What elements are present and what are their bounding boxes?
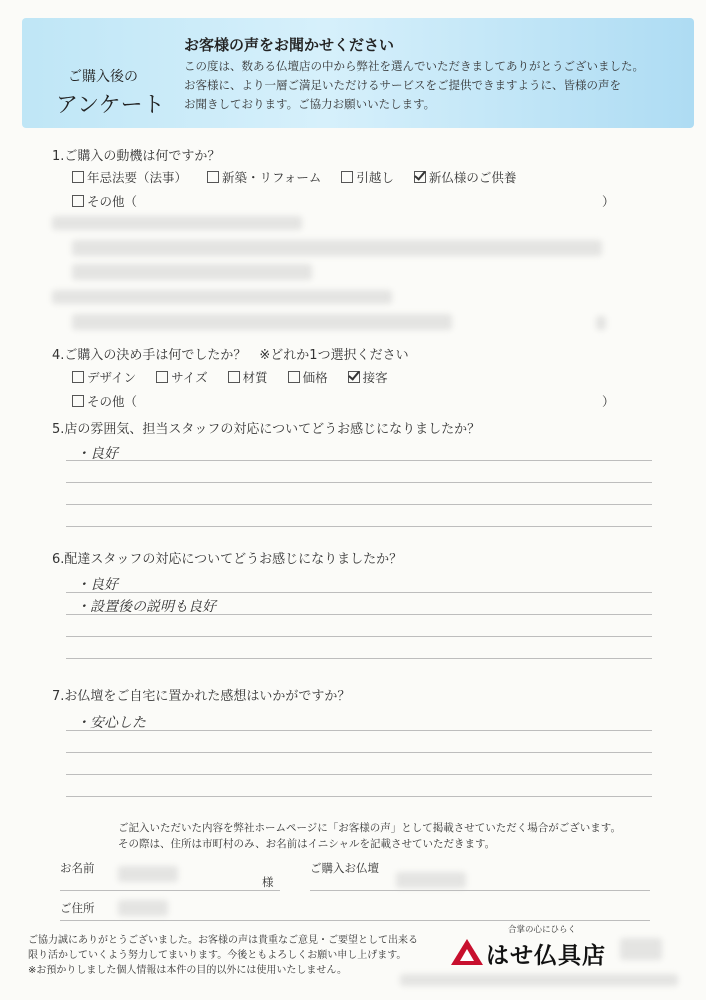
answer-line — [66, 504, 652, 505]
footer-text: ※お預かりしました個人情報は本件の目的以外には使用いたしません。 — [28, 965, 347, 976]
checkbox[interactable] — [288, 371, 300, 383]
banner-line: この度は、数ある仏壇店の中から弊社を選んでいただきましてありがとうございました。 — [184, 59, 644, 73]
question-7: 7.お仏壇をご自宅に置かれた感想はいかがですか？ — [52, 689, 351, 704]
redacted-text — [52, 216, 302, 230]
answer-line — [66, 636, 652, 637]
checkbox[interactable] — [341, 171, 353, 183]
company-logo — [450, 925, 610, 969]
paren-close: ） — [602, 394, 615, 409]
redacted-text — [72, 314, 452, 330]
redacted-text — [72, 264, 312, 280]
checkbox[interactable] — [72, 195, 84, 207]
checkbox-checked[interactable] — [348, 371, 360, 383]
q4-option[interactable]: デザイン — [72, 368, 136, 386]
redacted-text — [400, 974, 678, 986]
answer-line — [66, 774, 652, 775]
checkbox[interactable] — [72, 395, 84, 407]
redacted-text — [596, 316, 606, 330]
answer-line — [66, 752, 652, 753]
q1-option[interactable]: 新築・リフォーム — [207, 168, 321, 186]
header-banner — [22, 18, 694, 128]
checkbox[interactable] — [207, 171, 219, 183]
q4-option[interactable]: サイズ — [156, 368, 208, 386]
checkbox[interactable] — [156, 371, 168, 383]
banner-line: お客様に、より一層ご満足いただけるサービスをご提供できますように、皆様の声を — [184, 78, 621, 92]
name-label: お名前 — [60, 861, 95, 875]
answer-line — [66, 730, 652, 731]
mountain-logo-icon — [450, 937, 484, 967]
checkbox[interactable] — [228, 371, 240, 383]
q4-option[interactable]: 価格 — [288, 368, 328, 386]
butsudan-label: ご購入お仏壇 — [310, 861, 379, 875]
answer-line — [66, 614, 652, 615]
redacted-text — [72, 240, 602, 256]
answer-line — [66, 482, 652, 483]
question-5: 5.店の雰囲気、担当スタッフの対応についてどうお感じになりましたか？ — [52, 422, 481, 437]
logo-tagline: 合掌の心にひらく — [508, 925, 577, 935]
checkbox[interactable] — [72, 171, 84, 183]
publication-notice: ご記入いただいた内容を弊社ホームページに「お客様の声」として掲載させていただく場合がございます。 — [118, 822, 621, 834]
footer-text: 限り活かしていくよう努力してまいります。今後ともよろしくお願い申し上げます。 — [28, 950, 407, 961]
q4-options — [72, 368, 404, 386]
redacted-text — [52, 290, 392, 304]
handwritten-answer: ・設置後の説明も良好 — [76, 599, 216, 615]
question-1: 1.ご購入の動機は何ですか？ — [52, 149, 221, 164]
checkbox[interactable] — [72, 371, 84, 383]
logo-name: はせ仏具店 — [486, 943, 606, 969]
q1-other[interactable]: その他（ — [72, 192, 137, 210]
handwritten-answer: ・良好 — [76, 446, 118, 462]
publication-notice: その際は、住所は市町村のみ、お名前はイニシャルを記載させていただきます。 — [118, 838, 496, 850]
answer-line — [66, 658, 652, 659]
handwritten-answer: ・安心した — [76, 715, 146, 731]
address-label: ご住所 — [60, 901, 95, 915]
butsudan-line — [310, 890, 650, 891]
q1-option[interactable]: 引越し — [341, 168, 394, 186]
banner-label-top: ご購入後の — [68, 69, 138, 85]
q4-option[interactable]: 材質 — [228, 368, 268, 386]
q1-option[interactable]: 年忌法要（法事） — [72, 168, 187, 186]
address-line — [60, 920, 650, 921]
answer-line — [66, 592, 652, 593]
banner-label-main: アンケート — [56, 93, 165, 118]
question-4: 4.ご購入の決め手は何でしたか？ ※どれか1つ選択ください — [52, 348, 409, 363]
redacted-address — [118, 900, 168, 916]
redacted-butsudan — [396, 872, 466, 888]
q4-other[interactable]: その他（ — [72, 392, 137, 410]
q1-option[interactable]: 新仏様のご供養 — [414, 168, 517, 186]
honorific: 様 — [262, 875, 274, 889]
checkbox-checked[interactable] — [414, 171, 426, 183]
name-line — [60, 890, 280, 891]
redacted-text — [620, 938, 662, 960]
answer-line — [66, 460, 652, 461]
handwritten-answer: ・良好 — [76, 577, 118, 593]
answer-line — [66, 526, 652, 527]
banner-line: お聞きしております。ご協力お願いいたします。 — [184, 97, 436, 111]
q1-options — [72, 168, 532, 186]
banner-title: お客様の声をお聞かせください — [184, 36, 395, 54]
redacted-name — [118, 866, 178, 882]
q4-option[interactable]: 接客 — [348, 368, 388, 386]
footer-text: ご協力誠にありがとうございました。お客様の声は貴重なご意見・ご要望として出来る — [28, 935, 418, 946]
answer-line — [66, 796, 652, 797]
question-6: 6.配達スタッフの対応についてどうお感じになりましたか？ — [52, 552, 403, 567]
paren-close: ） — [602, 194, 615, 209]
